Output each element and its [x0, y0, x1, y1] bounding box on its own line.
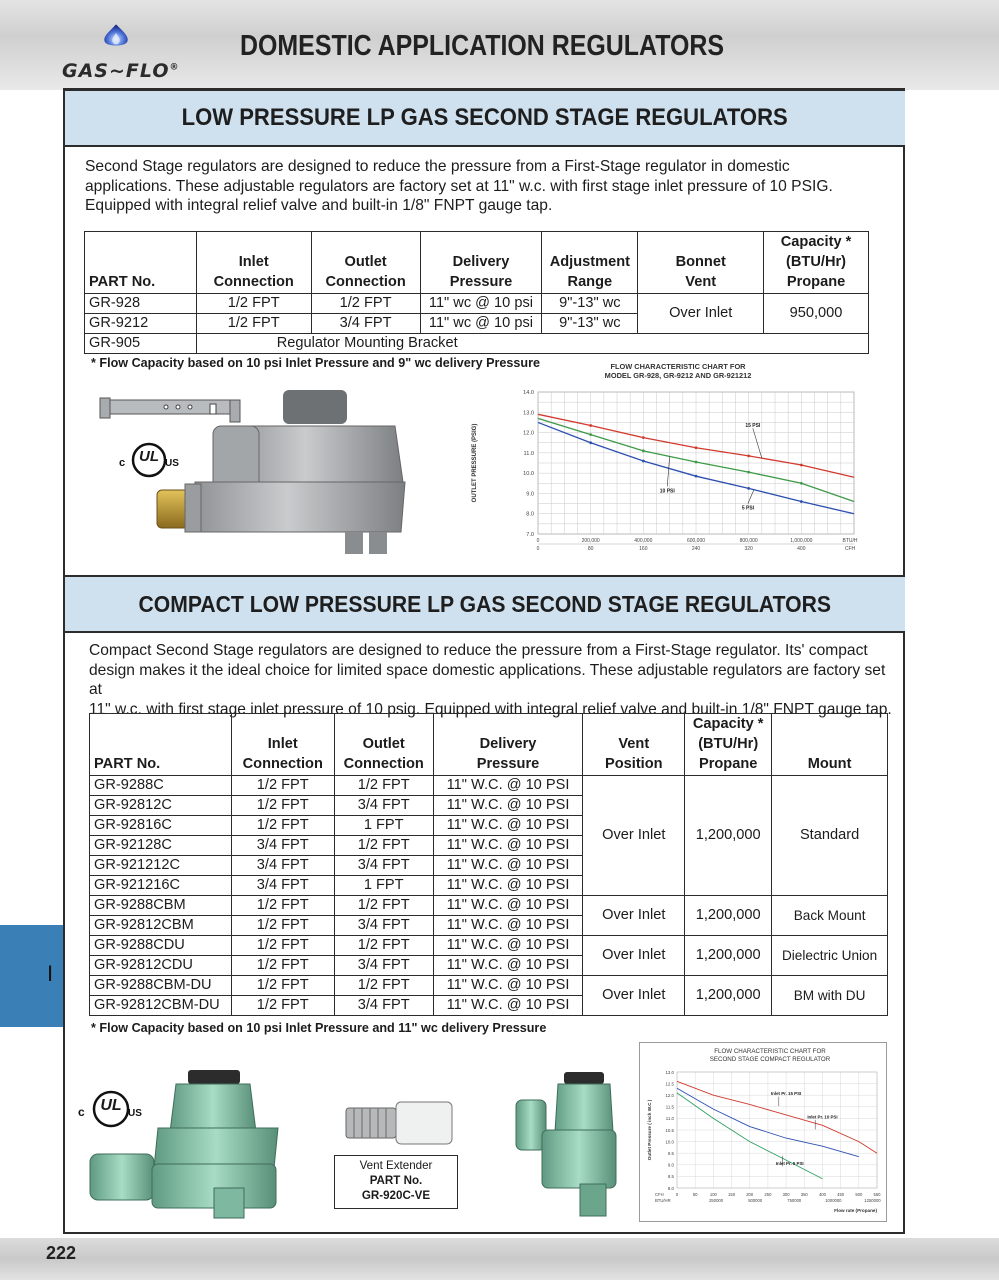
data-point	[800, 482, 803, 485]
col-header-inlet: Inlet Connection	[196, 232, 311, 294]
cell-part: GR-9288CBM	[90, 896, 232, 916]
col-header-capacity: Capacity * (BTU/Hr) Propane	[685, 714, 772, 776]
data-point	[589, 424, 592, 427]
y-tick-label: 10.0	[523, 471, 534, 478]
compact-regulator-image	[88, 1068, 284, 1220]
cell-part: GR-9212	[85, 314, 197, 334]
cell-part: GR-905	[85, 334, 197, 354]
y-tick-label: 9.5	[667, 1151, 674, 1156]
y-tick-label: 13.0	[665, 1069, 674, 1075]
svg-text:c: c	[119, 457, 126, 469]
y-tick-label: 14.0	[523, 390, 534, 396]
chart2-flow-characteristic	[641, 1064, 885, 1220]
cell-inlet: 1/2 FPT	[231, 996, 334, 1016]
col-header-mount: Mount	[772, 714, 888, 776]
cell-part: GR-92812CBM	[90, 916, 232, 936]
cell-inlet: 1/2 FPT	[196, 314, 311, 334]
y-axis-label: Outlet Pressure ( inch W.C )	[647, 1099, 652, 1161]
x-tick-label-cfh: 400	[797, 546, 806, 552]
x-unit-label: CFH	[844, 546, 856, 552]
y-tick-label: 9.0	[526, 491, 534, 498]
col-header-bonnet: Bonnet Vent	[638, 232, 764, 294]
ul-mark-text: UL	[100, 1097, 122, 1114]
cell-delivery: 11" W.C. @ 10 PSI	[433, 796, 583, 816]
data-point	[747, 455, 750, 458]
table-row	[85, 334, 869, 354]
cell-part: GR-9288CBM-DU	[90, 976, 232, 996]
x-tick-label-cfh: 0	[536, 546, 540, 552]
cell-inlet: 1/2 FPT	[231, 956, 334, 976]
section-tab	[0, 925, 63, 1027]
cell-delivery: 11" W.C. @ 10 PSI	[433, 976, 583, 996]
y-tick-label: 11.5	[665, 1104, 674, 1110]
cell-part: GR-9288CDU	[90, 936, 232, 956]
y-tick-label: 8.0	[667, 1185, 674, 1191]
x-tick-label: 50	[692, 1192, 698, 1197]
x-tick-label-btu: 750000	[787, 1198, 802, 1203]
cell-inlet: 1/2 FPT	[231, 976, 334, 996]
x-tick-label: 400,000	[634, 538, 653, 544]
data-point	[589, 441, 592, 444]
cell-mount: Back Mount	[772, 896, 888, 936]
cell-part: GR-92816C	[90, 816, 232, 836]
cell-delivery: 11" W.C. @ 10 PSI	[433, 936, 583, 956]
x-tick-label: 100	[709, 1192, 717, 1197]
y-tick-label: 9.0	[667, 1162, 674, 1168]
col-header-part: PART No.	[90, 714, 232, 776]
cell-inlet: 1/2 FPT	[231, 816, 334, 836]
cell-vent-position: Over Inlet	[583, 936, 685, 976]
x-unit-label: BTU/H	[842, 538, 858, 544]
vent-extender-label: Vent Extender	[359, 1159, 433, 1172]
cell-inlet: 1/2 FPT	[231, 796, 334, 816]
cell-delivery: 11" W.C. @ 10 PSI	[433, 956, 583, 976]
cell-delivery: 11" W.C. @ 10 PSI	[433, 916, 583, 936]
data-point	[589, 433, 592, 436]
section1-title: LOW PRESSURE LP GAS SECOND STAGE REGULATORS	[181, 104, 789, 131]
x-tick-label: 200,000	[581, 538, 600, 544]
cell-inlet: 3/4 FPT	[231, 876, 334, 896]
x-tick-label: 550	[873, 1192, 881, 1197]
svg-text:c: c	[78, 1105, 85, 1119]
cell-inlet: 1/2 FPT	[231, 916, 334, 936]
cell-delivery: 11" W.C. @ 10 PSI	[433, 896, 583, 916]
y-tick-label: 10.5	[665, 1127, 674, 1133]
col-header-outlet: Outlet Connection	[311, 232, 420, 294]
table-header-row	[90, 714, 888, 776]
cell-part: GR-92812CDU	[90, 956, 232, 976]
brand-registered: ®	[169, 62, 180, 73]
x-tick-label-cfh: 160	[639, 546, 648, 552]
intro-line: applications. These adjustable regulators are factory set at 11" w.c. with first stage inlet pressure of 10 PSIG.	[85, 177, 833, 195]
cell-vent-position: Over Inlet	[583, 896, 685, 936]
cell-outlet: 3/4 FPT	[311, 314, 420, 334]
x-tick-label: 400	[818, 1192, 826, 1197]
x-tick-label: 1,000,000	[790, 538, 813, 544]
page-number: 222	[46, 1243, 77, 1263]
cell-inlet: 1/2 FPT	[231, 936, 334, 956]
x-tick-label: 450	[837, 1192, 845, 1197]
cell-outlet: 1 FPT	[334, 876, 433, 896]
table-row	[90, 936, 888, 956]
series-label: Inlet Pr. 15 PSI	[770, 1091, 802, 1097]
cell-inlet: 3/4 FPT	[231, 836, 334, 856]
col-header-vent: Vent Position	[583, 714, 685, 776]
x-tick-label: 300	[782, 1192, 790, 1197]
y-tick-label: 12.0	[523, 430, 534, 437]
cell-part: GR-92812CBM-DU	[90, 996, 232, 1016]
x-tick-label: 500	[855, 1192, 863, 1197]
section1-header	[65, 89, 905, 147]
cell-bonnet-vent: Over Inlet	[638, 294, 764, 334]
x-tick-label: 350	[800, 1192, 808, 1197]
cell-delivery: 11" W.C. @ 10 PSI	[433, 816, 583, 836]
cell-part: GR-92812C	[90, 796, 232, 816]
cell-outlet: 3/4 FPT	[334, 796, 433, 816]
chart2-title: FLOW CHARACTERISTIC CHART FOR SECOND STAGE COMPACT REGULATOR	[709, 1048, 831, 1063]
x-unit-label: BTU/HR	[655, 1198, 671, 1203]
cell-delivery: 11" wc @ 10 psi	[420, 294, 542, 314]
cell-capacity: 1,200,000	[685, 776, 772, 896]
y-tick-label: 8.5	[667, 1174, 674, 1180]
y-tick-label: 8.0	[526, 511, 534, 518]
footer-band	[0, 1238, 999, 1280]
regulator-gr928-image	[155, 386, 415, 562]
y-tick-label: 7.0	[526, 532, 534, 538]
x-tick-label-btu: 1250000	[864, 1198, 881, 1203]
table-row	[85, 294, 869, 314]
cell-vent-position: Over Inlet	[583, 776, 685, 896]
cell-adjustment: 9"-13" wc	[542, 294, 638, 314]
series-label: 15 PSI	[745, 423, 761, 430]
data-point	[747, 471, 750, 474]
cell-capacity: 1,200,000	[685, 976, 772, 1016]
brand-name: GAS~FLO	[62, 60, 170, 82]
cell-part: GR-9288C	[90, 776, 232, 796]
cell-outlet: 1 FPT	[334, 816, 433, 836]
vent-extender-part-label: PART No.	[369, 1174, 423, 1187]
data-point	[800, 500, 803, 503]
cell-delivery: 11" W.C. @ 10 PSI	[433, 876, 583, 896]
x-tick-label: 0	[536, 538, 540, 544]
intro-line: Equipped with integral relief valve and built-in 1/8" FNPT gauge tap.	[85, 197, 553, 215]
x-tick-label-btu: 500000	[748, 1198, 763, 1203]
cell-capacity: 1,200,000	[685, 896, 772, 936]
section2-header	[65, 575, 905, 633]
intro-line: Compact Second Stage regulators are designed to reduce the pressure from a First-Stage regulator. Its' compact	[89, 642, 868, 659]
section2-note: * Flow Capacity based on 10 psi Inlet Pressure and 11" wc delivery Pressure	[91, 1021, 547, 1035]
svg-text:US: US	[165, 458, 179, 469]
cell-delivery: 11" W.C. @ 10 PSI	[433, 856, 583, 876]
data-point	[642, 449, 645, 452]
intro-line: 11" w.c. with first stage inlet pressure of 10 psig. Equipped with integral relief valve and built-in 1/8" FNPT gauge tap.	[89, 700, 892, 718]
x-tick-label: 800,000	[739, 538, 758, 544]
x-tick-label: 150	[728, 1192, 736, 1197]
cell-vent-position: Over Inlet	[583, 976, 685, 1016]
cell-capacity: 950,000	[764, 294, 869, 334]
y-tick-label: 12.0	[665, 1093, 674, 1098]
series-label: Inlet Pr. 10 PSI	[807, 1114, 838, 1120]
series-label: 5 PSI	[741, 505, 755, 512]
cell-mount: Standard	[772, 776, 888, 896]
x-tick-label: 200	[746, 1192, 754, 1197]
cell-mount: BM with DU	[772, 976, 888, 1016]
cell-inlet: 1/2 FPT	[196, 294, 311, 314]
cell-inlet: 1/2 FPT	[231, 776, 334, 796]
x-tick-label: 600,000	[686, 538, 706, 544]
cell-description: Regulator Mounting Bracket	[196, 334, 868, 354]
table-header-row	[85, 232, 869, 294]
cell-capacity: 1,200,000	[685, 936, 772, 976]
ul-mark-text: UL	[139, 448, 159, 465]
x-tick-label-cfh: 80	[587, 546, 594, 552]
cell-adjustment: 9"-13" wc	[542, 314, 638, 334]
col-header-outlet: Outlet Connection	[334, 714, 433, 776]
data-point	[642, 460, 645, 463]
section1-intro	[85, 157, 885, 216]
x-tick-label-cfh: 320	[744, 546, 753, 552]
cell-outlet: 1/2 FPT	[334, 976, 433, 996]
section1-spec-table	[84, 231, 869, 354]
cell-delivery: 11" W.C. @ 10 PSI	[433, 996, 583, 1016]
page-title: DOMESTIC APPLICATION REGULATORS	[240, 30, 725, 62]
cell-outlet: 1/2 FPT	[334, 836, 433, 856]
y-tick-label: 13.0	[523, 410, 534, 417]
vent-extender-image	[344, 1100, 456, 1146]
col-header-adjustment: Adjustment Range	[542, 232, 638, 294]
cell-outlet: 1/2 FPT	[311, 294, 420, 314]
section2-title: COMPACT LOW PRESSURE LP GAS SECOND STAGE REGULATORS	[138, 590, 832, 617]
chart1-flow-characteristic	[466, 384, 868, 560]
data-point	[695, 475, 698, 478]
col-header-delivery: Delivery Pressure	[433, 714, 583, 776]
cell-outlet: 1/2 FPT	[334, 776, 433, 796]
y-tick-label: 10.0	[665, 1139, 674, 1145]
cell-outlet: 3/4 FPT	[334, 956, 433, 976]
x-unit-label: CFH	[655, 1192, 664, 1197]
cell-outlet: 1/2 FPT	[334, 896, 433, 916]
cell-delivery: 11" wc @ 10 psi	[420, 314, 542, 334]
table-row	[90, 976, 888, 996]
y-axis-label: OUTLET PRESSURE (PSIG)	[472, 423, 478, 503]
intro-line: Second Stage regulators are designed to reduce the pressure from a First-Stage regulator in domestic	[85, 158, 790, 175]
cell-delivery: 11" W.C. @ 10 PSI	[433, 776, 583, 796]
svg-text:US: US	[128, 1108, 142, 1119]
table-row	[90, 896, 888, 916]
x-tick-label-btu: 1000000	[825, 1198, 842, 1203]
cell-outlet: 3/4 FPT	[334, 856, 433, 876]
y-tick-label: 12.5	[665, 1081, 674, 1087]
vent-extender-part-no: GR-920C-VE	[361, 1189, 431, 1202]
section2-spec-table	[89, 713, 888, 1016]
cell-outlet: 3/4 FPT	[334, 996, 433, 1016]
data-point	[695, 446, 698, 449]
section-tab-letter: I	[47, 961, 54, 986]
data-point	[695, 461, 698, 464]
y-tick-label: 11.0	[665, 1116, 674, 1122]
x-tick-label: 250	[764, 1192, 772, 1197]
col-header-part: PART No.	[85, 232, 197, 294]
cell-part: GR-921216C	[90, 876, 232, 896]
series-label: 10 PSI	[659, 488, 675, 495]
vent-extender-caption	[334, 1155, 458, 1209]
cell-outlet: 1/2 FPT	[334, 936, 433, 956]
cell-delivery: 11" W.C. @ 10 PSI	[433, 836, 583, 856]
chart1-title: FLOW CHARACTERISTIC CHART FOR MODEL GR-928, GR-9212 AND GR-921212	[604, 362, 752, 380]
col-header-inlet: Inlet Connection	[231, 714, 334, 776]
data-point	[800, 464, 803, 467]
cell-part: GR-928	[85, 294, 197, 314]
x-axis-label: Flow rate (Propane)	[834, 1208, 877, 1213]
y-tick-label: 11.0	[523, 450, 534, 457]
col-header-capacity: Capacity * (BTU/Hr) Propane	[764, 232, 869, 294]
section1-note: * Flow Capacity based on 10 psi Inlet Pressure and 9" wc delivery Pressure	[91, 356, 541, 370]
x-tick-label-cfh: 240	[691, 546, 701, 552]
intro-line: design makes it the ideal choice for limited space domestic applications. These adjustable regulators are factory set at	[89, 661, 886, 699]
flame-icon	[96, 10, 136, 62]
compact-regulator-side-image	[514, 1070, 618, 1220]
data-point	[747, 487, 750, 490]
brand-logo	[62, 60, 179, 82]
cell-part: GR-921212C	[90, 856, 232, 876]
section2-intro	[89, 641, 899, 719]
x-tick-label-btu: 250000	[709, 1198, 724, 1203]
table-row	[90, 776, 888, 796]
data-point	[642, 436, 645, 439]
col-header-delivery: Delivery Pressure	[420, 232, 542, 294]
x-tick-label: 0	[675, 1192, 679, 1197]
cell-inlet: 1/2 FPT	[231, 896, 334, 916]
cell-outlet: 3/4 FPT	[334, 916, 433, 936]
cell-part: GR-92128C	[90, 836, 232, 856]
series-label: Inlet Pr. 5 PSI	[775, 1160, 804, 1166]
cell-mount: Dielectric Union	[772, 936, 888, 976]
cell-inlet: 3/4 FPT	[231, 856, 334, 876]
